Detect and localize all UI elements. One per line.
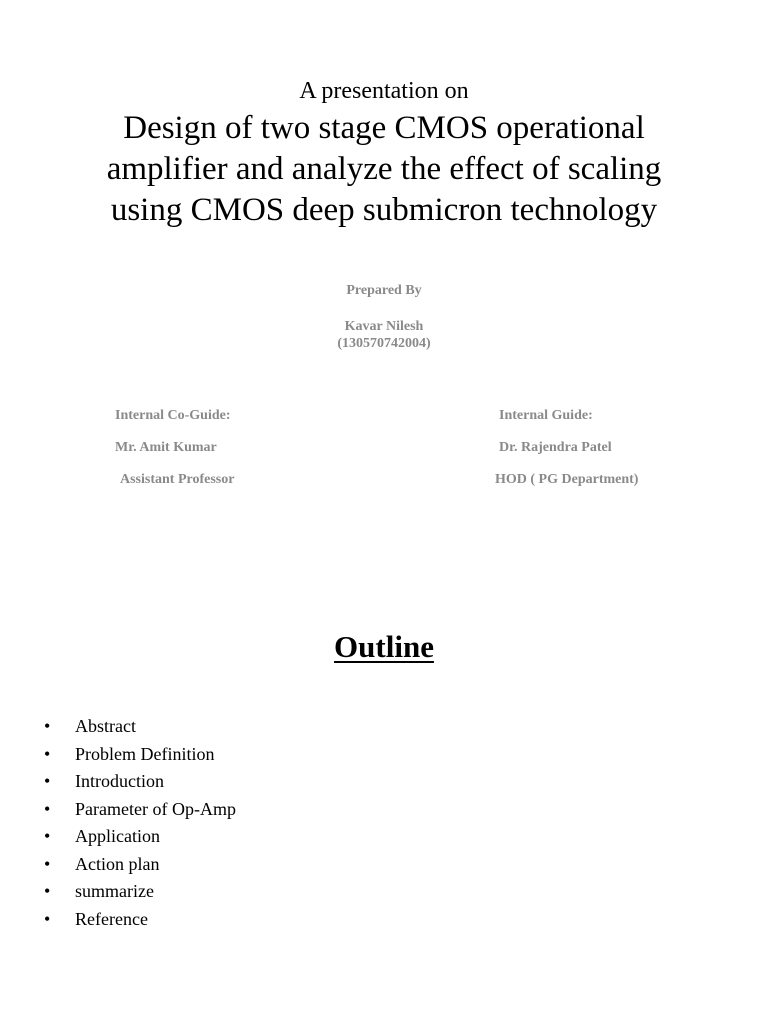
- title-line-1: Design of two stage CMOS operational: [123, 110, 645, 146]
- prepared-by-label: Prepared By: [346, 283, 422, 298]
- guide-label: Internal Guide:: [499, 408, 593, 423]
- co-guide-role: Assistant Professor: [120, 472, 235, 487]
- list-item: [44, 796, 236, 824]
- co-guide-name: Mr. Amit Kumar: [115, 440, 217, 455]
- author-name: Kavar Nilesh: [344, 319, 424, 334]
- outline-list: [44, 713, 236, 933]
- bullet-icon: •: [44, 908, 51, 929]
- bullet-icon: •: [44, 771, 51, 791]
- bullet-icon: •: [44, 743, 51, 764]
- author-block: [0, 318, 768, 352]
- list-item-label: Parameter of Op-Amp: [75, 798, 236, 819]
- outline-heading: Outline: [334, 629, 434, 664]
- list-item: [44, 878, 236, 906]
- presentation-title: [0, 108, 768, 231]
- list-item-label: Reference: [75, 908, 148, 929]
- list-item-label: Problem Definition: [75, 743, 215, 764]
- list-item: [44, 713, 236, 741]
- guide-role: HOD ( PG Department): [495, 472, 639, 487]
- list-item-label: Application: [75, 826, 160, 846]
- list-item: [44, 906, 236, 934]
- author-id: (130570742004): [337, 336, 431, 351]
- bullet-icon: •: [44, 826, 51, 846]
- title-line-3: using CMOS deep submicron technology: [110, 192, 658, 228]
- bullet-icon: •: [44, 798, 51, 819]
- list-item: [44, 741, 236, 769]
- list-item: [44, 823, 236, 851]
- presentation-intro: A presentation on: [299, 78, 469, 104]
- list-item-label: Abstract: [75, 716, 136, 736]
- list-item: [44, 768, 236, 796]
- list-item-label: Introduction: [75, 771, 164, 791]
- co-guide-label: Internal Co-Guide:: [115, 408, 231, 423]
- bullet-icon: •: [44, 716, 51, 736]
- bullet-icon: •: [44, 853, 51, 874]
- list-item-label: summarize: [75, 881, 154, 901]
- bullet-icon: •: [44, 881, 51, 901]
- guide-name: Dr. Rajendra Patel: [499, 440, 612, 455]
- list-item-label: Action plan: [75, 853, 160, 874]
- title-line-2: amplifier and analyze the effect of scaling: [106, 151, 662, 187]
- list-item: [44, 851, 236, 879]
